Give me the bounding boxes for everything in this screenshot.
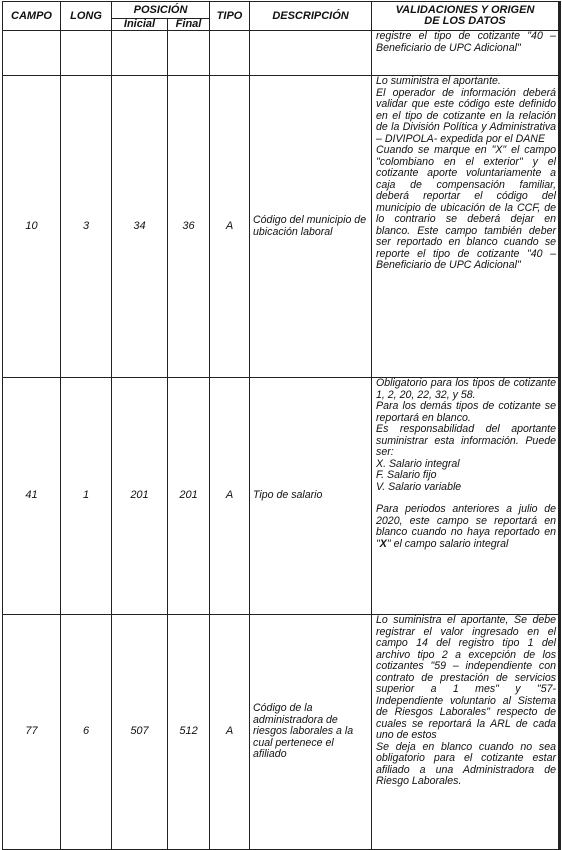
cell-inicial: 507 (112, 615, 168, 850)
validation-paragraph: Obligatorio para los tipos de cotizante 1, 2, 20, 22, 32, y 58. (376, 377, 557, 401)
header-long: LONG (61, 2, 112, 31)
table-row (3, 378, 560, 615)
validation-paragraph: Para periodos anteriores a julio de 2020, este campo se reportará en blanco cuando no haya reportado en "X" el campo salario integral (376, 503, 557, 550)
validation-paragraph: F. Salario fijo (376, 469, 437, 481)
validation-paragraph: El operador de información deberá validar que este código este definido en el tipo de cotizante en la relación de la División Política y Administrativa – DIVIPOLA- expedida por el DANE (376, 86, 557, 145)
cell-inicial: 34 (112, 76, 168, 378)
cell-tipo: A (210, 76, 250, 378)
cell-validaciones (372, 31, 560, 76)
header-inicial: Inicial (112, 19, 168, 31)
cell-tipo: A (210, 615, 250, 850)
cell-tipo: A (210, 378, 250, 615)
cell-campo: 77 (3, 615, 61, 850)
validation-paragraph: Lo suministra el aportante, Se debe registrar el valor ingresado en el campo 14 del registro tipo 1 del archivo tipo 2 a excepción de los cotizantes "59 – independiente con contrato de prestación de servicios superior a 1 mes" y "57- Independiente voluntario al Sistema de Riesgos Laborales" respecto de cuales se reportará la ARL de cada uno de estos (376, 614, 557, 741)
cell-final: 201 (168, 378, 210, 615)
validation-paragraph: Cuando se marque en "X" el campo "colombiano en el exterior" y el cotizante aporte voluntariamente a caja de compensación familiar, deberá reportar el código del municipio de ubicación de la CCF, de lo contrario se deberá dejar en blanco. Este campo también deber ser reportado en blanco cuando se reporte el tipo de cotizante "40 – Beneficiario de UPC Adicional" (376, 144, 557, 271)
cell-final: 512 (168, 615, 210, 850)
cell-campo (3, 31, 61, 76)
header-validaciones (372, 2, 560, 31)
validation-paragraph: Lo suministra el aportante. (376, 75, 501, 87)
header-posicion: POSICIÓN (112, 2, 210, 19)
validation-paragraph: Para los demás tipos de cotizante se reportará en blanco. (376, 400, 557, 424)
table-row (3, 31, 560, 76)
table-row (3, 615, 560, 850)
cell-descripcion: Tipo de salario (250, 378, 372, 615)
table-body (3, 31, 560, 850)
header-descripcion: DESCRIPCIÓN (250, 2, 372, 31)
validation-paragraph: Se deja en blanco cuando no sea obligatorio para el cotizante estar afiliado a una Administradora de Riesgo Laborales. (376, 740, 557, 787)
header-validaciones-line1: VALIDACIONES Y ORIGEN (395, 4, 535, 16)
cell-tipo (210, 31, 250, 76)
table-row (3, 76, 560, 378)
cell-inicial: 201 (112, 378, 168, 615)
cell-descripcion (250, 31, 372, 76)
header-tipo: TIPO (210, 2, 250, 31)
cell-campo: 10 (3, 76, 61, 378)
cell-long: 6 (61, 615, 112, 850)
cell-validaciones (372, 615, 560, 850)
header-campo: CAMPO (3, 2, 61, 31)
cell-final: 36 (168, 76, 210, 378)
cell-descripcion: Código de la administradora de riesgos laborales a la cual pertenece el afiliado (250, 615, 372, 850)
cell-long: 1 (61, 378, 112, 615)
validation-paragraph: registre el tipo de cotizante "40 – Beneficiario de UPC Adicional" (376, 30, 557, 54)
header-final: Final (168, 19, 210, 31)
validation-paragraph: Es responsabilidad del aportante suministrar esta información. Puede ser: (376, 423, 557, 458)
cell-final (168, 31, 210, 76)
validation-paragraph: X. Salario integral (376, 457, 460, 470)
cell-long (61, 31, 112, 76)
data-dictionary-table (2, 1, 561, 850)
header-validaciones-line2: DE LOS DATOS (424, 15, 506, 27)
cell-validaciones (372, 76, 560, 378)
cell-campo: 41 (3, 378, 61, 615)
cell-descripcion: Código del municipio de ubicación laboral (250, 76, 372, 378)
cell-inicial (112, 31, 168, 76)
cell-long: 3 (61, 76, 112, 378)
validation-paragraph: V. Salario variable (376, 480, 462, 493)
cell-validaciones (372, 378, 560, 615)
header-row (3, 2, 560, 19)
